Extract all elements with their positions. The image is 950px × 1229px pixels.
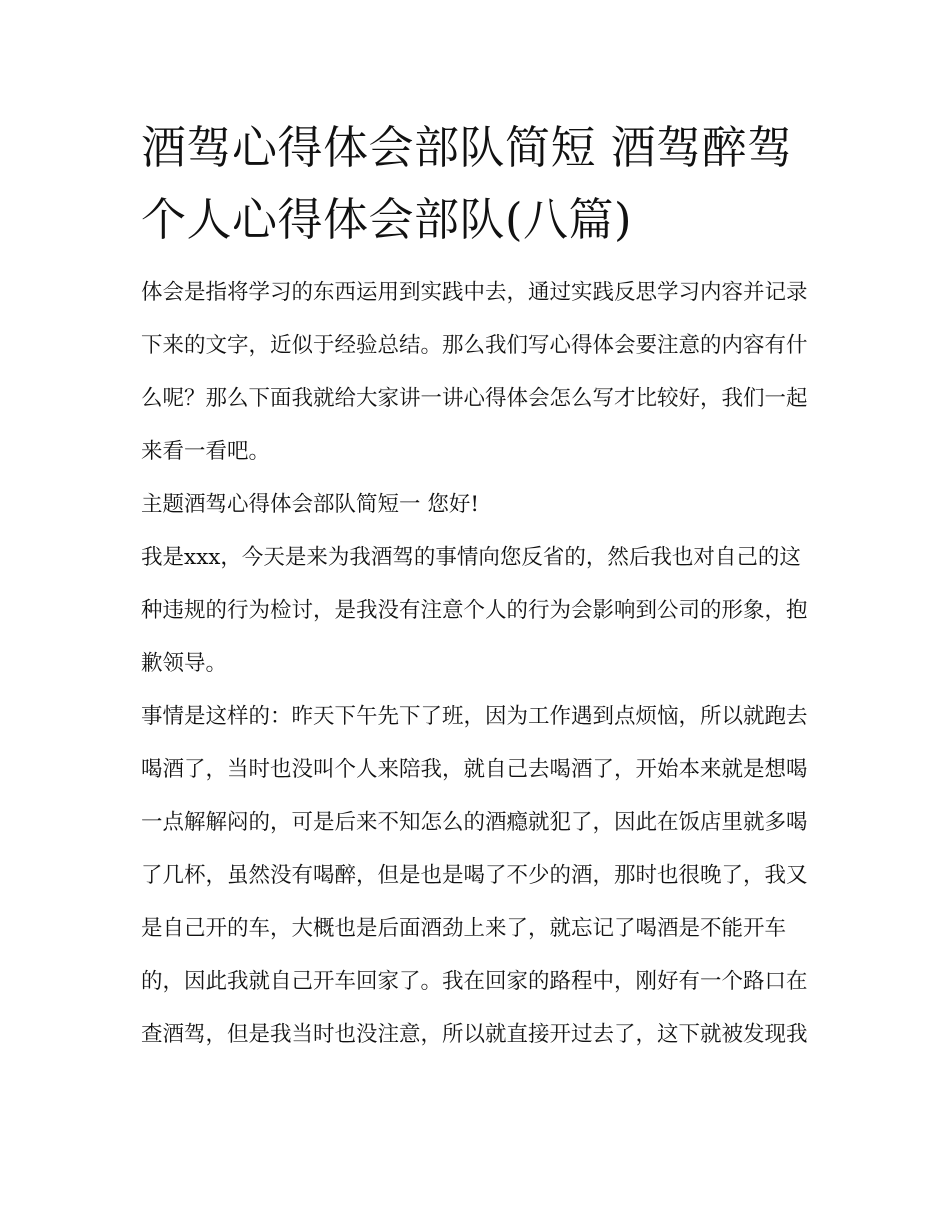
body-paragraph: 事情是这样的：昨天下午先下了班，因为工作遇到点烦恼，所以就跑去喝酒了，当时也没叫个人来陪我，就自己去喝酒了，开始本来就是想喝一点解解闷的，可是后来不知怎么的酒瘾就犯了，因此在饭店里就多喝了几杯，虽然没有喝醉，但是也是喝了不少的酒，那时也很晚了，我又是自己开的车，大概也是后面酒劲上来了，就忘记了喝酒是不能开车的，因此我就自己开车回家了。我在回家的路程中，刚好有一个路口在查酒驾，但是我当时也没注意，所以就直接开过去了，这下就被发现我 (141, 704, 808, 1047)
document-title: 酒驾心得体会部队简短 酒驾醉驾个人心得体会部队(八篇) (141, 121, 793, 246)
section-heading-paragraph: 主题酒驾心得体会部队简短一 您好! (141, 492, 479, 517)
document-body (141, 112, 813, 1061)
body-paragraph: 我是xxx，今天是来为我酒驾的事情向您反省的，然后我也对自己的这种违规的行为检讨，是我没有注意个人的行为会影响到公司的形象，抱歉领导。 (141, 545, 808, 676)
intro-paragraph: 体会是指将学习的东西运用到实践中去，通过实践反思学习内容并记录下来的文字，近似于经验总结。那么我们写心得体会要注意的内容有什么呢？那么下面我就给大家讲一讲心得体会怎么写才比较好，我们一起来看一看吧。 (141, 280, 808, 464)
